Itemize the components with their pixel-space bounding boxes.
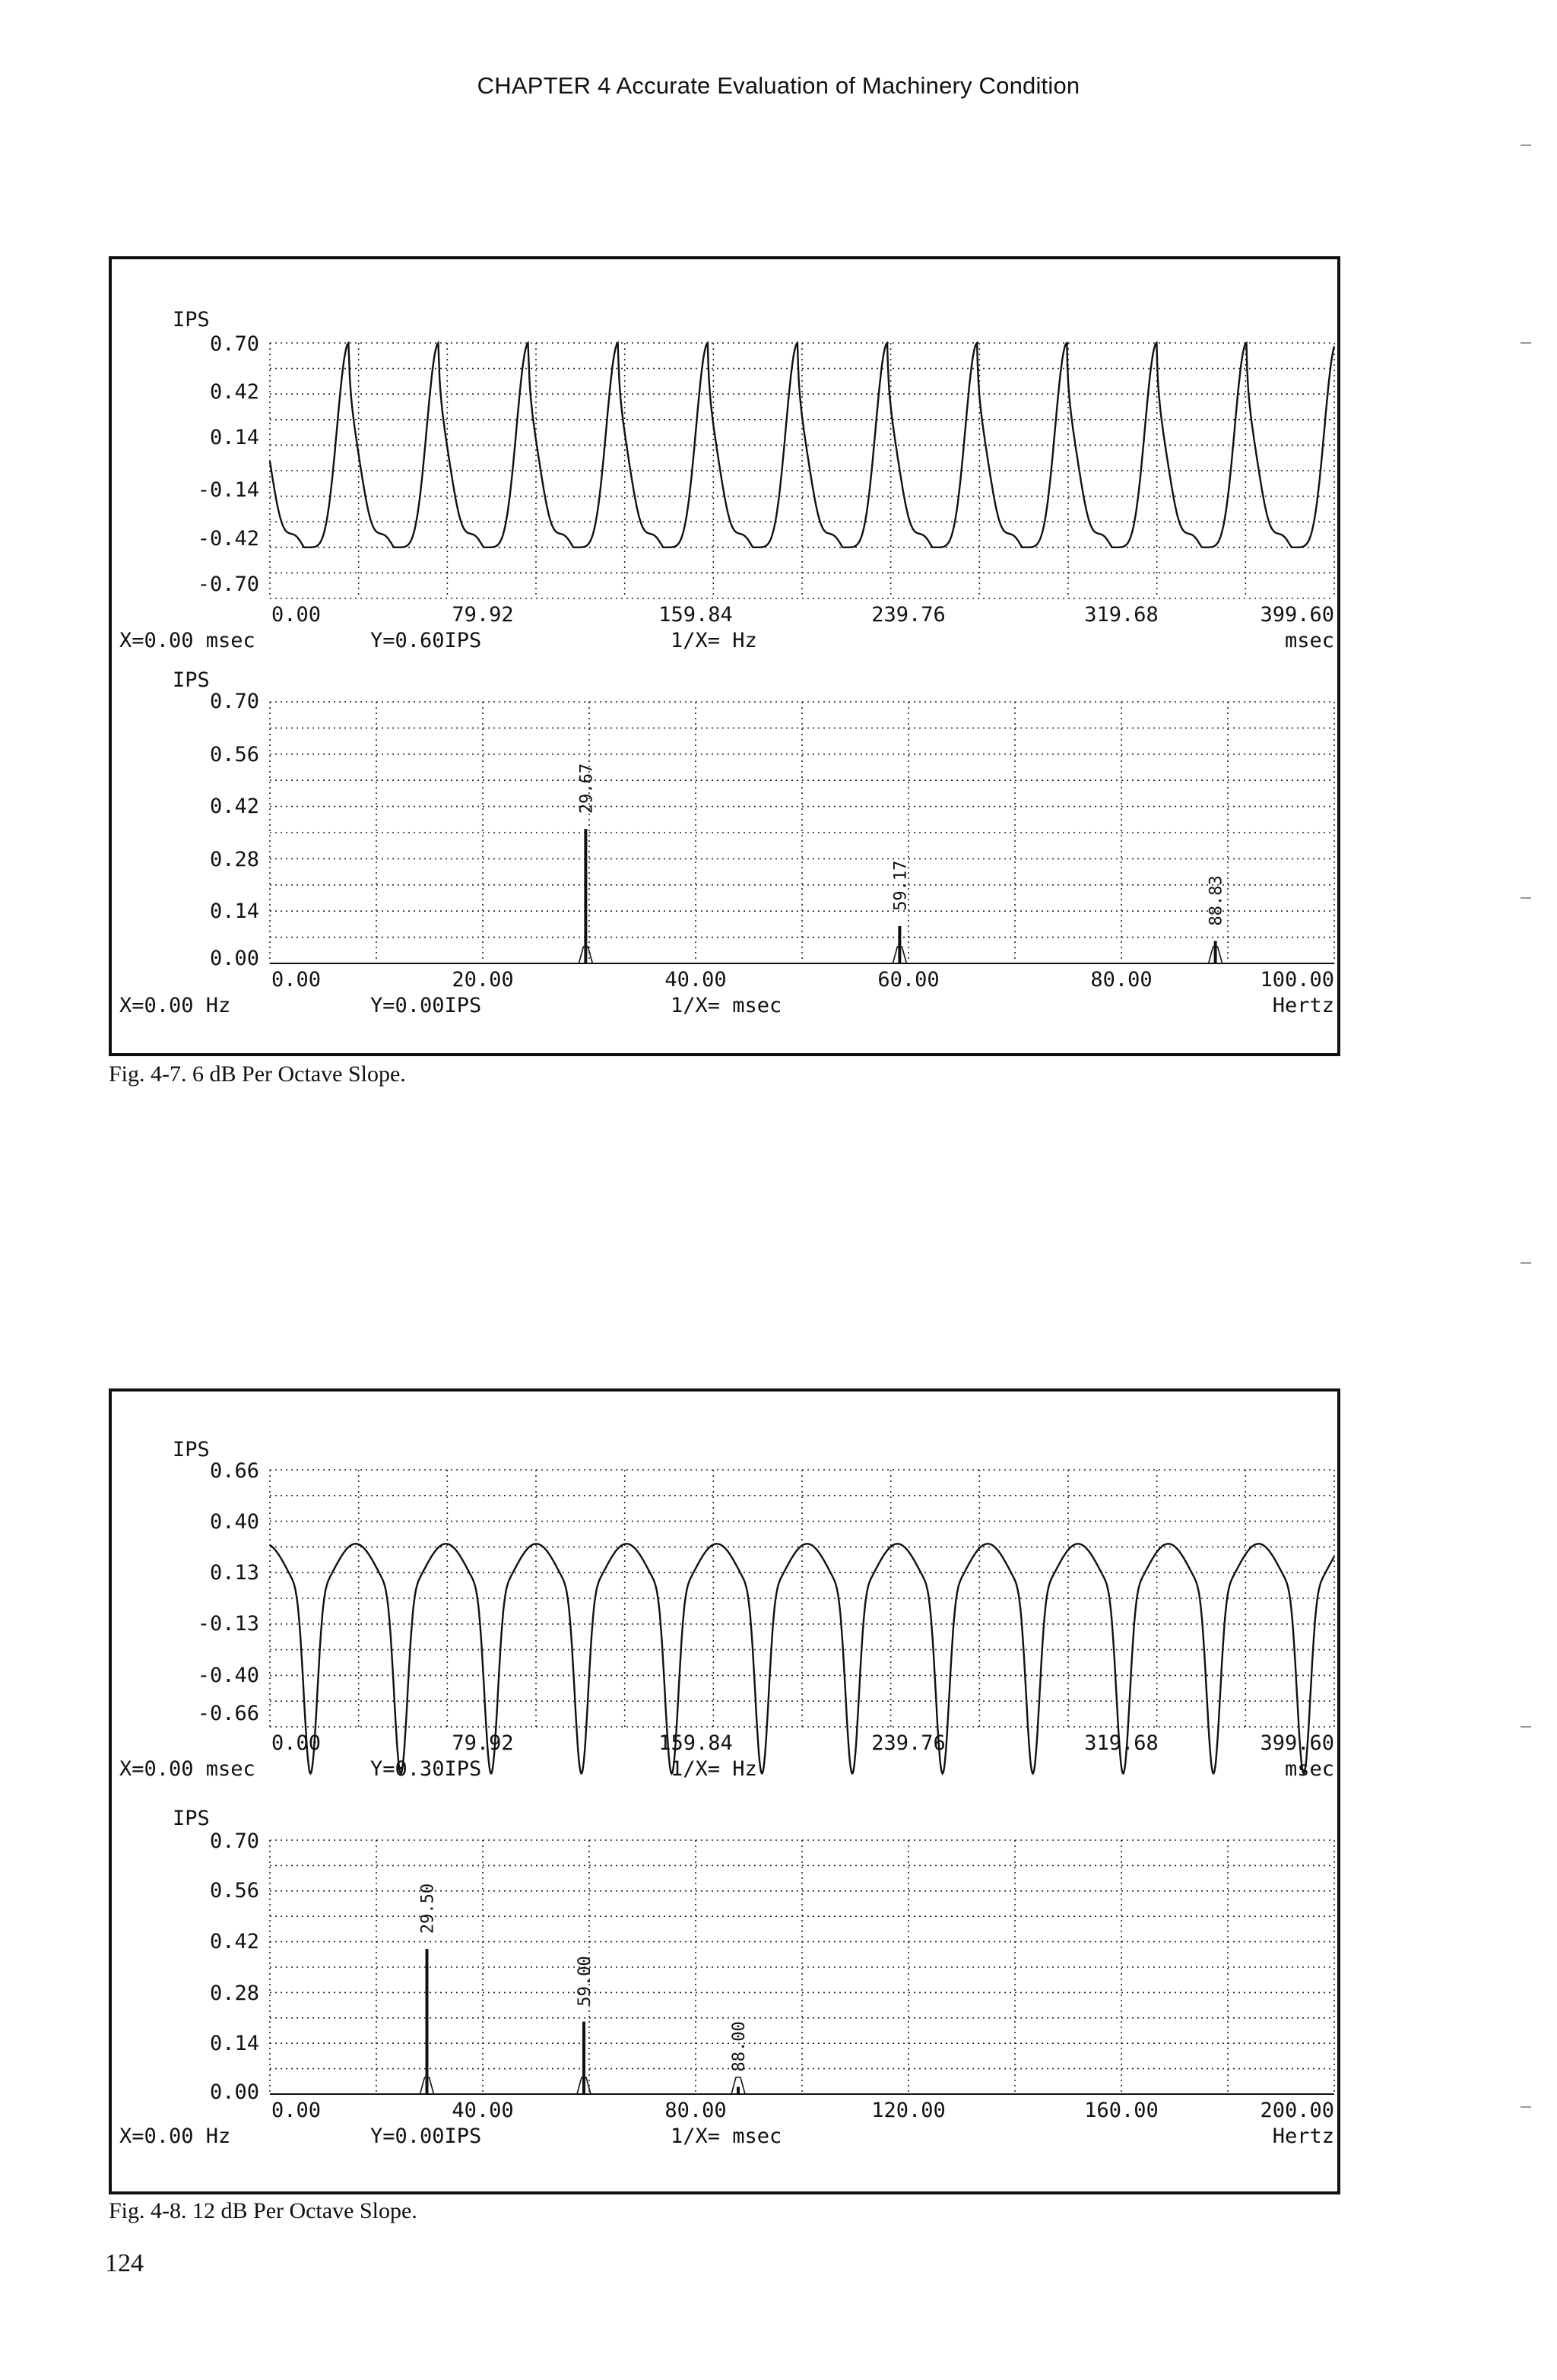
fig47-spec-peak-label: 59.17	[891, 860, 911, 911]
fig47-wave-ylabel: IPS	[173, 308, 210, 332]
fig47-spec-ytick: 0.70	[209, 690, 259, 713]
scan-margin-mark	[1521, 1726, 1531, 1728]
fig48-spec-xtick: 160.00	[1084, 2099, 1159, 2122]
fig47-spec-xtick: 80.00	[1090, 968, 1153, 992]
fig48-wave-ytick: -0.40	[197, 1664, 259, 1687]
fig48-spec-ytick: 0.70	[209, 1829, 259, 1853]
fig47-spec-status-inv: 1/X= msec	[671, 994, 782, 1017]
fig48-wave-ytick: 0.13	[209, 1561, 259, 1585]
fig47-wave-ytick: 0.70	[209, 332, 259, 356]
fig48-wave-status-y: Y=0.30IPS	[370, 1757, 482, 1781]
fig47-wave-xtick: 399.60	[1260, 603, 1334, 627]
fig48-wave-xtick: 399.60	[1260, 1731, 1334, 1755]
fig48-wave-ytick: -0.66	[197, 1702, 259, 1725]
fig48-wave-status-x: X=0.00 msec	[119, 1757, 255, 1781]
page-header: CHAPTER 4 Accurate Evaluation of Machinery Condition	[477, 72, 1080, 99]
fig48-wave-xtick: 79.92	[452, 1731, 514, 1755]
fig47-spec-xtick: 40.00	[664, 968, 727, 992]
fig48-spec-xtick: 80.00	[664, 2099, 727, 2122]
fig47-wave-xtick: 239.76	[871, 603, 946, 627]
scan-margin-mark	[1521, 144, 1531, 146]
fig47-wave-xtick: 319.68	[1084, 603, 1159, 627]
figure-4-8-caption: Fig. 4-8. 12 dB Per Octave Slope.	[109, 2198, 417, 2223]
fig48-spec-xtick: 40.00	[452, 2099, 514, 2122]
scan-margin-mark	[1521, 897, 1531, 899]
fig48-spec-status-y: Y=0.00IPS	[370, 2125, 482, 2148]
fig47-wave-status-y: Y=0.60IPS	[370, 629, 482, 652]
fig48-spec-ytick: 0.42	[209, 1930, 259, 1953]
fig47-wave-ytick: -0.14	[197, 478, 259, 502]
fig47-spec-ytick: 0.42	[209, 795, 259, 818]
fig47-spec-ytick: 0.56	[209, 743, 259, 766]
fig47-wave-ytick: -0.42	[197, 527, 259, 551]
fig47-spec-peak-label: 88.83	[1207, 875, 1226, 926]
fig47-spec-peak-label: 29.67	[577, 763, 597, 814]
fig48-wave-line	[270, 1544, 1334, 1773]
fig47-wave-status-inv: 1/X= Hz	[671, 629, 757, 652]
fig48-spec-xtick: 200.00	[1260, 2099, 1334, 2122]
fig47-wave-ytick: 0.14	[209, 426, 259, 449]
fig48-wave-status-inv: 1/X= Hz	[671, 1757, 757, 1781]
fig48-spec-peak-label: 59.00	[576, 1956, 595, 2007]
fig47-spec-ylabel: IPS	[173, 668, 210, 692]
fig47-spec-ytick: 0.28	[209, 848, 259, 871]
fig47-spec-ytick: 0.14	[209, 900, 259, 923]
figure-4-8-svg	[112, 1392, 1337, 2191]
fig48-spec-xtick: 120.00	[871, 2099, 946, 2122]
scan-margin-mark	[1521, 342, 1531, 344]
fig48-wave-xtick: 0.00	[271, 1731, 322, 1755]
fig48-wave-xtick: 319.68	[1084, 1731, 1159, 1755]
fig47-spec-xtick: 20.00	[452, 968, 514, 992]
fig48-spec-ytick: 0.28	[209, 1982, 259, 2005]
figure-4-7-caption: Fig. 4-7. 6 dB Per Octave Slope.	[109, 1061, 406, 1087]
fig47-wave-ytick: -0.70	[197, 573, 259, 596]
fig48-wave-ylabel: IPS	[173, 1438, 210, 1461]
fig48-spec-ytick: 0.14	[209, 2032, 259, 2055]
fig47-spec-status-y: Y=0.00IPS	[370, 994, 482, 1017]
fig47-spec-xunit: Hertz	[1272, 994, 1334, 1017]
scan-margin-mark	[1521, 1262, 1531, 1264]
fig48-spec-xtick: 0.00	[271, 2099, 322, 2122]
fig48-spec-xunit: Hertz	[1272, 2125, 1334, 2148]
fig47-spec-xtick: 60.00	[877, 968, 940, 992]
figure-4-7-svg	[112, 259, 1337, 1053]
fig48-wave-xunit: msec	[1284, 1757, 1334, 1781]
fig48-wave-ytick: -0.13	[197, 1612, 259, 1636]
fig47-wave-status-x: X=0.00 msec	[119, 629, 255, 652]
fig47-wave-xtick: 79.92	[452, 603, 514, 627]
fig48-spec-ytick: 0.56	[209, 1879, 259, 1902]
fig47-spec-ytick: 0.00	[209, 947, 259, 970]
fig48-spec-peak-label: 88.00	[730, 2021, 749, 2072]
fig48-spec-ytick: 0.00	[209, 2080, 259, 2104]
fig47-wave-xtick: 0.00	[271, 603, 322, 627]
fig48-spec-ylabel: IPS	[173, 1807, 210, 1830]
fig48-wave-ytick: 0.40	[209, 1510, 259, 1534]
fig47-wave-xunit: msec	[1284, 629, 1334, 652]
fig48-wave-xtick: 159.84	[658, 1731, 733, 1755]
fig48-wave-xtick: 239.76	[871, 1731, 946, 1755]
figure-4-7-panel	[109, 256, 1340, 1056]
fig48-spec-peak-label: 29.50	[418, 1883, 438, 1934]
scan-margin-mark	[1521, 2106, 1531, 2108]
page-number: 124	[105, 2249, 144, 2277]
figure-4-8-panel	[109, 1388, 1340, 2194]
fig48-spec-status-x: X=0.00 Hz	[119, 2125, 231, 2148]
fig47-spec-xtick: 100.00	[1260, 968, 1334, 992]
fig47-wave-ytick: 0.42	[209, 380, 259, 404]
fig48-wave-ytick: 0.66	[209, 1459, 259, 1483]
fig47-wave-xtick: 159.84	[658, 603, 733, 627]
fig48-spec-status-inv: 1/X= msec	[671, 2125, 782, 2148]
fig47-spec-xtick: 0.00	[271, 968, 322, 992]
fig47-spec-status-x: X=0.00 Hz	[119, 994, 231, 1017]
